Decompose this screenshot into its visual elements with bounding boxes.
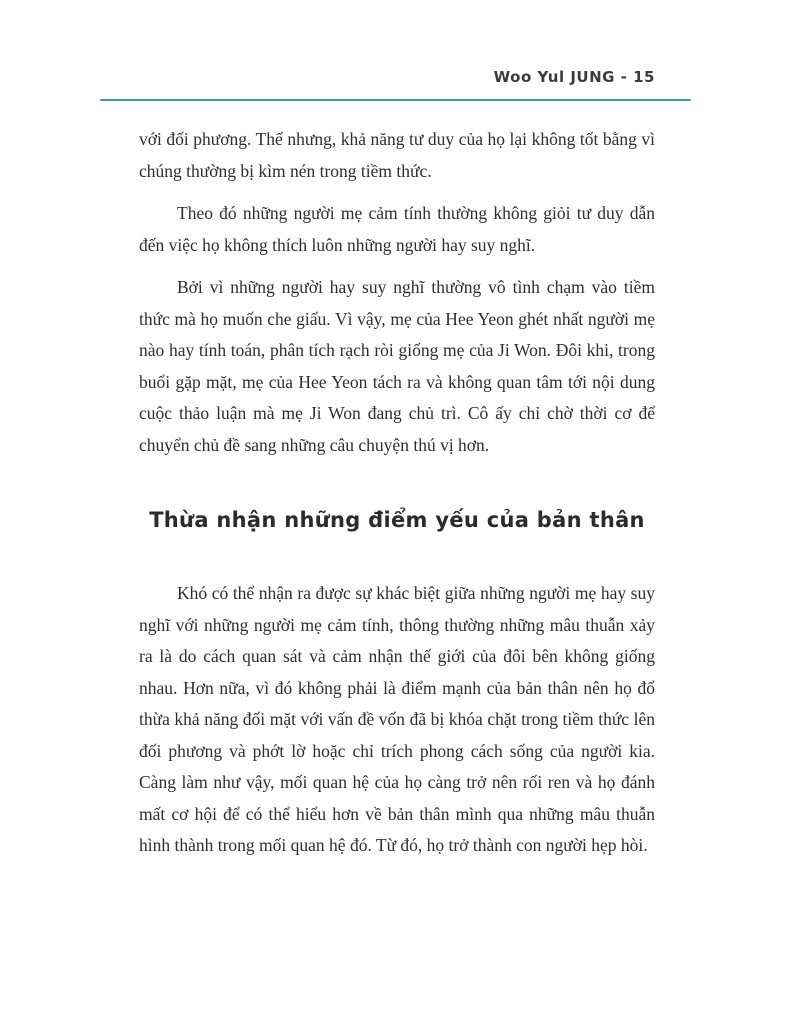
section-heading: Thừa nhận những điểm yếu của bản thân [149,508,645,532]
running-head: Woo Yul JUNG - 15 [493,68,655,86]
body-text-column [139,124,655,873]
paragraph: Khó có thể nhận ra được sự khác biệt giữa những người mẹ hay suy nghĩ với những người mẹ cảm tính, thông thường những mâu thuẫn xảy ra là do cách quan sát và cảm nhận thế giới của đôi bên không giống nhau. Hơn nữa, vì đó không phải là điểm mạnh của bản thân nên họ đổ thừa khả năng đối mặt với vấn đề vốn đã bị khóa chặt trong tiềm thức lên đối phương và phớt lờ hoặc chỉ trích phong cách sống của người kia. Càng làm như vậy, mối quan hệ của họ càng trở nên rối ren và họ đánh mất cơ hội để có thể hiểu hơn về bản thân mình qua những mâu thuẫn hình thành trong mối quan hệ đó. Từ đó, họ trở thành con người hẹp hòi. [139,583,655,855]
paragraph: Theo đó những người mẹ cảm tính thường không giỏi tư duy dẫn đến việc họ không thích luôn những người hay suy nghĩ. [139,203,655,255]
header-rule [100,99,691,101]
paragraph: Bởi vì những người hay suy nghĩ thường vô tình chạm vào tiềm thức mà họ muốn che giấu. Vì vậy, mẹ của Hee Yeon ghét nhất người mẹ nào hay tính toán, phân tích rạch ròi giống mẹ của Ji Won. Đôi khi, trong buổi gặp mặt, mẹ của Hee Yeon tách ra và không quan tâm tới nội dung cuộc thảo luận mà mẹ Ji Won đang chủ trì. Cô ấy chỉ chờ thời cơ để chuyển chủ đề sang những câu chuyện thú vị hơn. [139,277,655,455]
paragraph: với đối phương. Thế nhưng, khả năng tư duy của họ lại không tốt bằng vì chúng thường bị kìm nén trong tiềm thức. [139,129,655,181]
